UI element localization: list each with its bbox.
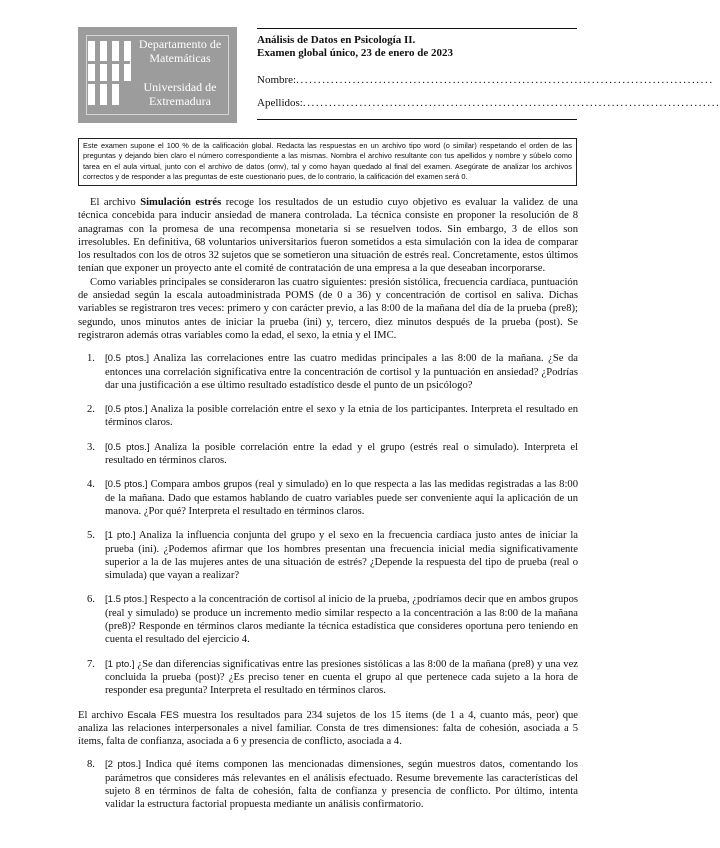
question-item: 2. [0.5 ptos.] Analiza la posible correlación entre el sexo y la etnia de los participantes. Interpreta el resultado en términos claros. bbox=[87, 404, 578, 429]
surname-field[interactable] bbox=[257, 97, 720, 110]
exam-title: Examen global único, 23 de enero de 2023 bbox=[257, 47, 453, 59]
question-item: 1. [0.5 ptos.] Analiza las correlaciones entre las cuatro medidas principales a las 8:00 de la mañana. ¿Se da entonces una correlación significativa entre la concentración de cortisol y la puntuación en ansiedad? ¿Podrías dar una justificación a ese último resultado estadístico desde el punto de un psicólogo? bbox=[87, 353, 579, 391]
question-item: 5. [1 pto.] Analiza la influencia conjunta del grupo y el sexo en la frecuencia cardíaca justo antes de iniciar la prueba (ini). ¿Podemos afirmar que los hombres presentan una frecuencia inicial media significativamente superior a la de las mujeres antes de una situación de estrés? ¿Depende la respuesta del tipo de prueba (real o simulada) que vayan a realizar? bbox=[87, 530, 578, 582]
question-item: 6. [1.5 ptos.] Respecto a la concentración de cortisol al inicio de la prueba, ¿podríamos decir que en ambos grupos (real y simulado) se produce un incremento medio similar respecto a la concentración a las 8:00 de la mañana (pre8)? Responde en términos claros mediante la técnica estadística que consideres oportuna pero teniendo en cuenta el resultado del ejercicio 4. bbox=[87, 594, 578, 646]
exam-header bbox=[257, 34, 720, 109]
header-bottom-rule bbox=[257, 119, 577, 120]
course-title: Análisis de Datos en Psicología II. bbox=[257, 34, 416, 46]
question-list bbox=[78, 352, 578, 697]
question-list-2 bbox=[78, 758, 578, 811]
dataset-name: Simulación estrés bbox=[140, 197, 222, 208]
fes-dataset-name: Escala FES bbox=[127, 709, 179, 721]
surname-label: Apellidos: bbox=[257, 97, 303, 109]
logo-university: Universidad de Extremadura bbox=[143, 80, 217, 108]
intro-paragraph-1: El archivo Simulación estrés recoge los resultados de un estudio cuyo objetivo es evaluar la validez de una técnica concebida para inducir ansiedad de manera controlada. La técnica consiste en proponer la resolución de 8 anagramas con la promesa de una recompensa monetaria si se resuelven todos. Sin embargo, 3 de ellos son irresolubles. En definitiva, 68 voluntarios universitarios fueron sometidos a esta simulación con la idea de comparar los resultados con los de otros 32 sujetos que se sometieron una situación de estrés real. Concretamente, estos últimos tenían que exponer un proyecto ante el comité de contratación de una empresa a la que deseaban incorporarse. bbox=[78, 197, 579, 275]
question-item: 8. [2 ptos.] Indica qué ítems componen las mencionadas dimensiones, según muestros datos, comentando los parámetros que consideres más relevantes en el análisis efectuado. Resume brevemente las características del sujeto 8 en términos de falta de cohesión, falta de confianza y presencia de conflicto. Por último, intenta validar la estructura factorial propuesta mediante un análisis confirmatorio. bbox=[87, 759, 578, 811]
surname-dots: ................................................................................................ bbox=[302, 97, 720, 109]
exam-body bbox=[78, 196, 578, 823]
logo-department: Departamento de Matemáticas bbox=[138, 37, 222, 65]
question-item: 4. [0.5 ptos.] Compara ambos grupos (real y simulado) en lo que respecta a las las medidas registradas a las 8:00 de la mañana. Dado que estamos hablando de cuatro variables puede ser conveniente aquí la aplicación de un manova. ¿Por qué? Interpreta el resultado en términos claros. bbox=[87, 479, 578, 517]
header-top-rule bbox=[257, 28, 577, 29]
fes-paragraph: El archivo Escala FES muestra los resultados para 234 sujetos de los 15 ítems (de 1 a 4, cuanto más, peor) que analiza las relaciones interpersonales a nivel familiar. Consta de tres dimensiones: falta de cohesión, asociada a 5 ítems, falta de confianza, asociada a 6 y presencia de conflicto, asociada a 4. bbox=[78, 709, 578, 748]
name-label: Nombre: bbox=[257, 74, 297, 86]
exam-instructions-box: Este examen supone el 100 % de la calificación global. Redacta las respuestas en un archivo tipo word (o similar) respetando el orden de las preguntas y dejando bien claro el número correspondiente a las mismas. Nombra el archivo resultante con tus apellidos y nombre y súbelo como tarea en el aula virtual, junto con el archivo de datos (omv), tal y como hayan quedado al final del examen. Asegúrate de analizar los archivos correctos y de responder a las preguntas de este cuestionario pues, de lo contrario, la calificación del examen será 0. bbox=[78, 138, 577, 186]
question-item: 3. [0.5 ptos.] Analiza la posible correlación entre la edad y el grupo (estrés real o simulado). Interpreta el resultado en términos claros. bbox=[87, 441, 578, 467]
university-logo bbox=[78, 27, 237, 123]
question-item: 7. [1 pto.] ¿Se dan diferencias significativas entre las presiones sistólicas a las 8:00 de la mañana (pre8) y una vez concluida la prueba (post)? ¿Es preciso tener en cuenta el grupo al que pertenece cada sujeto a la hora de responder esa pregunta? Interpreta el resultado en términos claros. bbox=[87, 658, 578, 697]
logo-emblem bbox=[88, 41, 130, 107]
intro-paragraph-2: Como variables principales se consideraron las cuatro siguientes: presión sistólica, frecuencia cardíaca, puntuación de ansiedad según la escala autoadministrada POMS (de 0 a 36) y concentración de cortisol en saliva. Dichas variables se registraron tres veces: primero y con carácter previo, a las 8:00 de la mañana del día de la prueba (pre8); segundo, unos minutos antes de iniciar la prueba (ini) y, tercero, diez minutos después de la prueba (post). Se registraron además otras variables como la edad, el sexo, la etnia y el IMC. bbox=[78, 276, 578, 341]
name-dots: ................................................................................................ bbox=[296, 74, 714, 86]
name-field[interactable] bbox=[257, 74, 714, 87]
